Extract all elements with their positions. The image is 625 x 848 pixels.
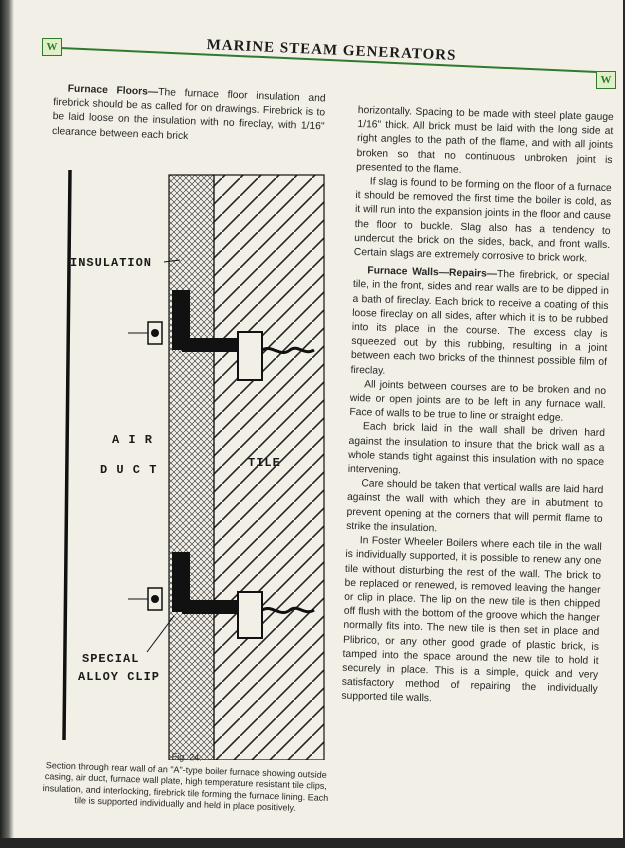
- insulation-layer: [169, 175, 214, 760]
- label-clip-1: SPECIAL: [82, 652, 140, 666]
- figure-number: Fig. 24.: [171, 751, 202, 763]
- paragraph-text: The firebrick, or special tile, in the front, sides and rear walls are to be dipped in a bath of fireclay. Each brick to receive a coating of this loose fireclay on all sides, after which it is to be rubbed into its place in the course. The excess clay is squeezed out by this rubbing, resulting in a joint between each two bricks of the thinnest possible film of fireclay.: [350, 269, 610, 377]
- label-air: A I R: [112, 433, 154, 447]
- background-band: [0, 838, 625, 848]
- logo-icon: W: [42, 38, 62, 56]
- paragraph: Each brick laid in the wall shall be driven hard against the insulation to insure that the brick wall as a whole stands tight against this insulation with no space intervening.: [347, 421, 606, 477]
- paragraph: [350, 264, 609, 385]
- paragraph: [52, 82, 326, 149]
- section-heading: Furnace Walls—Repairs—: [367, 265, 498, 281]
- label-insulation: INSULATION: [70, 256, 153, 270]
- paragraph: Care should be taken that vertical walls are laid hard against the wall with which they are in abutment to prevent opening at the corners that will permit flame to strike the insulation.: [346, 478, 604, 535]
- wall-section-figure: [42, 160, 342, 760]
- page-edge-shadow: [0, 0, 14, 848]
- figure-caption: [40, 747, 332, 815]
- left-column: [52, 82, 326, 149]
- paragraph: If slag is found to be forming on the floor of a furnace it should be removed the first time the boiler is cold, as it will run into the expansion joints in the floor and cause the floor to buckle. Slag also has a tendency to undercut the brick on the sides, back, and front walls. Certain slags are extremely corrosive to brick work.: [353, 176, 612, 265]
- book-page: [2, 0, 623, 840]
- paragraph: In Foster Wheeler Boilers where each tile in the wall is individually supported, it is possible to renew any one tile without disturbing the rest of the wall. The brick to be replaced or renewed, is removed leaving the hanger or clip in place. The lip on the new tile is then chipped off flush with the bottom of the groove which the hanger normally fits into. The new tile is then set in place and Plibrico, or any other good grade of plastic brick, is tamped into the space around the new tile to hold it securely in place. This is a simple, quick and very satisfactory method of repairing the individually supported tile walls.: [341, 535, 602, 705]
- paragraph-text: The furnace floor insulation and firebrick should be as called for on drawings. Firebrick is to be laid loose on the insulation with no fireclay, with 1/16" clearance between each brick: [51, 87, 326, 142]
- caption-text: Section through rear wall of an "A"-type boiler furnace showing outside casing, air duct, furnace wall plate, high temperature resistant tile clips, insulation, and interlocking, firebrick tile forming the furnace lining. Each tile is supported individually and held in place positively.: [42, 760, 329, 813]
- right-column: [341, 104, 614, 711]
- label-clip-2: ALLOY CLIP: [78, 670, 161, 684]
- paragraph: horizontally. Spacing to be made with steel plate gauge 1/16" thick. All brick must be laid with the long side at right angles to the path of the flame, and with all joints broken so that no continuous unbroken joint is presented to the flame.: [356, 104, 614, 176]
- running-title: MARINE STEAM GENERATORS: [206, 37, 457, 64]
- paragraph: All joints between courses are to be broken and no wide or open joints are to be left in any furnace wall. Face of walls to be true to line or straight edge.: [349, 379, 607, 425]
- logo-icon: W: [596, 71, 616, 89]
- label-tile: TILE: [248, 456, 281, 470]
- section-heading: Furnace Floors—: [67, 83, 159, 99]
- label-duct: D U C T: [100, 463, 158, 477]
